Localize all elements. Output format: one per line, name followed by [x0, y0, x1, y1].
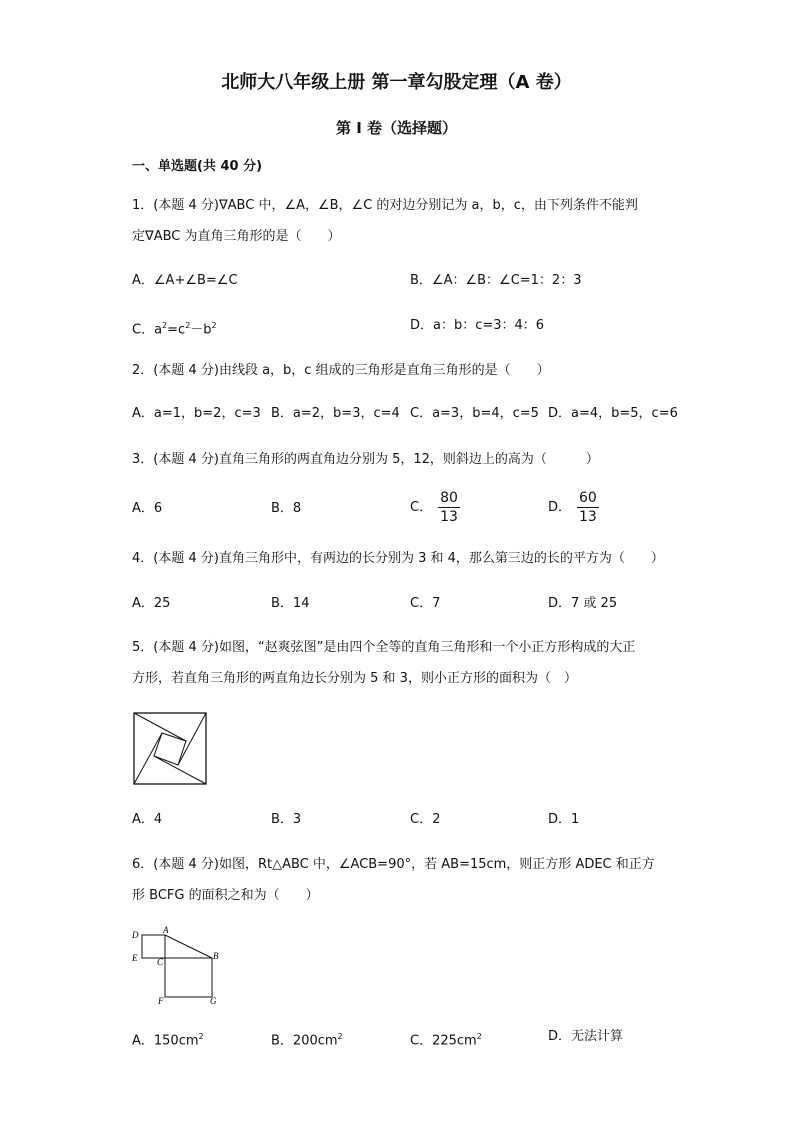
exponent: 2	[211, 321, 217, 330]
question-1-option-b[interactable]: B．∠A：∠B：∠C=1：2：3	[410, 273, 582, 288]
exponent: 2	[185, 321, 191, 330]
point-label-g: G	[210, 996, 217, 1006]
question-1-option-a[interactable]: A．∠A+∠B=∠C	[132, 273, 238, 288]
option-b-text: B．200cm	[271, 1033, 338, 1049]
question-1-stem-line1: 1．(本题 4 分)∇ABC 中，∠A，∠B，∠C 的对边分别记为 a，b，c，由下列条件不能判	[132, 198, 638, 213]
question-1-option-c[interactable]	[132, 316, 217, 340]
exponent: 2	[337, 1032, 343, 1041]
question-4-option-a[interactable]: A．25	[132, 596, 171, 611]
zhao-shuang-diagram	[133, 712, 207, 785]
numerator: 80	[440, 490, 458, 506]
question-3-option-b[interactable]: B．8	[271, 501, 302, 516]
question-1-stem-line2: 定∇ABC 为直角三角形的是（ ）	[132, 229, 341, 244]
volume-subtitle: 第 I 卷（选择题）	[335, 119, 458, 137]
question-5-stem-line1: 5．(本题 4 分)如图，“赵爽弦图”是由四个全等的直角三角形和一个小正方形构成的大正	[132, 640, 636, 655]
question-4-option-b[interactable]: B．14	[271, 596, 310, 611]
denominator: 13	[440, 509, 458, 525]
question-6-option-c[interactable]	[410, 1027, 482, 1051]
squares-diagram	[128, 922, 224, 1010]
question-4-stem: 4．(本题 4 分)直角三角形中，有两边的长分别为 3 和 4，那么第三边的长的平方为（ ）	[132, 551, 664, 566]
option-c-text-3: －b	[190, 322, 212, 338]
page-title: 北师大八年级上册 第一章勾股定理（A 卷）	[221, 72, 572, 93]
exponent: 2	[162, 321, 168, 330]
question-2-option-b[interactable]: B．a=2，b=3，c=4	[271, 406, 400, 421]
option-d-label: D．	[548, 500, 572, 515]
point-label-e: E	[132, 953, 138, 963]
question-2-option-c[interactable]: C．a=3，b=4，c=5	[410, 406, 539, 421]
question-6-stem-line2: 形 BCFG 的面积之和为（ ）	[132, 888, 319, 903]
fraction	[438, 489, 460, 526]
fraction	[577, 489, 599, 526]
option-c-text: C．225cm	[410, 1033, 477, 1049]
question-3-option-a[interactable]: A．6	[132, 501, 163, 516]
denominator: 13	[579, 509, 597, 525]
question-5-option-c[interactable]: C．2	[410, 812, 441, 827]
option-c-text-2: =c	[167, 322, 186, 338]
question-6-stem-line1: 6．(本题 4 分)如图，Rt△ABC 中，∠ACB=90°，若 AB=15cm，则正方形 ADEC 和正方	[132, 857, 655, 872]
question-6-option-a[interactable]	[132, 1027, 204, 1051]
point-label-c: C	[157, 957, 164, 967]
question-3-stem: 3．(本题 4 分)直角三角形的两直角边分别为 5，12，则斜边上的高为（ ）	[132, 452, 599, 467]
numerator: 60	[579, 490, 597, 506]
question-5-option-b[interactable]: B．3	[271, 812, 302, 827]
question-2-option-d[interactable]: D．a=4，b=5，c=6	[548, 406, 678, 421]
question-4-option-d[interactable]: D．7 或 25	[548, 596, 618, 611]
question-2-option-a[interactable]: A．a=1，b=2，c=3	[132, 406, 261, 421]
option-a-text: A．150cm	[132, 1033, 199, 1049]
question-2-stem: 2．(本题 4 分)由线段 a，b，c 组成的三角形是直角三角形的是（ ）	[132, 363, 550, 378]
question-1-option-d[interactable]: D．a：b：c=3：4：6	[410, 318, 545, 333]
point-label-d: D	[132, 930, 139, 940]
question-5-stem-line2: 方形，若直角三角形的两直角边长分别为 5 和 3，则小正方形的面积为（ ）	[132, 671, 577, 686]
question-3-option-d[interactable]	[548, 489, 599, 526]
question-6-option-b[interactable]	[271, 1027, 343, 1051]
point-label-b: B	[213, 951, 219, 961]
question-5-option-d[interactable]: D．1	[548, 812, 580, 827]
question-5-option-a[interactable]: A．4	[132, 812, 163, 827]
question-4-option-c[interactable]: C．7	[410, 596, 441, 611]
point-label-a: A	[163, 925, 169, 935]
point-label-f: F	[158, 996, 164, 1006]
option-c-text-1: C．a	[132, 322, 163, 338]
exponent: 2	[476, 1032, 482, 1041]
question-6-option-d[interactable]: D．无法计算	[548, 1029, 624, 1044]
exponent: 2	[198, 1032, 204, 1041]
question-3-option-c[interactable]	[410, 489, 460, 526]
section-heading: 一、单选题(共 40 分)	[132, 159, 263, 174]
option-c-label: C．	[410, 500, 433, 515]
